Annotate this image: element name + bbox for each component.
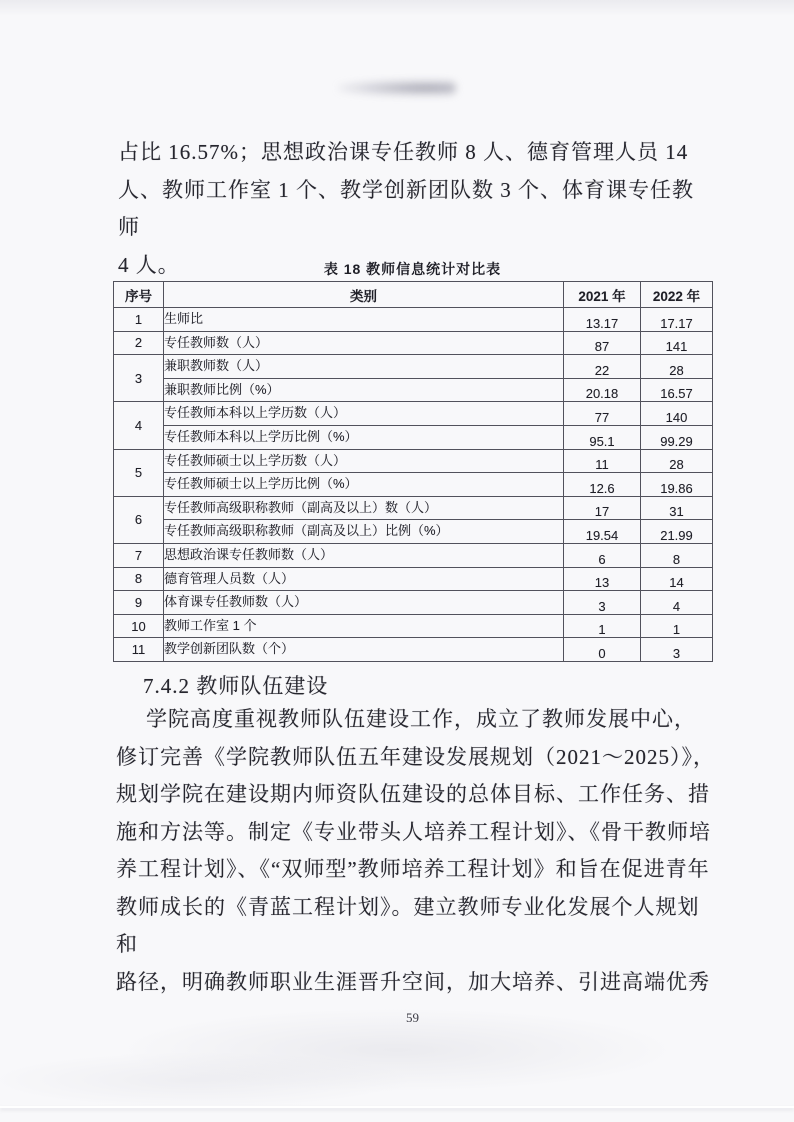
row-2022-value-cell: 141	[641, 331, 713, 355]
text-line: 学院高度重视教师队伍建设工作，成立了教师发展中心，	[146, 707, 696, 731]
table-header	[114, 282, 713, 308]
row-seq-cell: 11	[114, 638, 164, 662]
row-seq-cell: 2	[114, 331, 164, 355]
row-seq-cell: 7	[114, 543, 164, 567]
row-2021-value-cell: 20.18	[564, 378, 641, 402]
text-line: 施和方法等。制定《专业带头人培养工程计划》、《骨干教师培	[116, 819, 711, 844]
body-paragraph	[116, 701, 716, 1001]
row-2022-value-cell: 4	[641, 591, 713, 615]
row-2022-value-cell: 31	[641, 496, 713, 520]
row-category-cell: 德育管理人员数（人）	[164, 567, 564, 591]
table-row	[114, 591, 713, 615]
table-row	[114, 520, 713, 544]
row-seq-cell: 6	[114, 496, 164, 543]
header-2022: 2022 年	[641, 282, 713, 308]
table-row	[114, 355, 713, 379]
table-row	[114, 331, 713, 355]
table-title: 表 18 教师信息统计对比表	[323, 261, 502, 277]
row-category-cell: 兼职教师数（人）	[164, 355, 564, 379]
row-2021-value-cell: 6	[564, 543, 641, 567]
table-row	[114, 425, 713, 449]
row-category-cell: 体育课专任教师数（人）	[164, 591, 564, 615]
row-category-cell: 专任教师硕士以上学历比例（%）	[164, 473, 564, 497]
header-2021: 2021 年	[564, 282, 641, 308]
row-2022-value-cell: 140	[641, 402, 713, 426]
page-number: 59	[406, 1010, 419, 1025]
row-2022-value-cell: 17.17	[641, 308, 713, 332]
row-seq-cell: 1	[114, 308, 164, 332]
table-row	[114, 449, 713, 473]
row-2022-value-cell: 1	[641, 614, 713, 638]
table-row	[114, 614, 713, 638]
row-2022-value-cell: 3	[641, 638, 713, 662]
row-category-cell: 专任教师本科以上学历比例（%）	[164, 425, 564, 449]
row-seq-cell: 3	[114, 355, 164, 402]
table-row	[114, 308, 713, 332]
text-line: 规划学院在建设期内师资队伍建设的总体目标、工作任务、措	[116, 782, 710, 806]
row-2022-value-cell: 8	[641, 543, 713, 567]
text-line: 教师成长的《青蓝工程计划》。建立教师专业化发展个人规划和	[116, 894, 700, 956]
row-2021-value-cell: 11	[564, 449, 641, 473]
table-row	[114, 638, 713, 662]
row-category-cell: 兼职教师比例（%）	[164, 378, 564, 402]
row-2021-value-cell: 12.6	[564, 473, 641, 497]
row-category-cell: 思想政治课专任教师数（人）	[164, 543, 564, 567]
table-row	[114, 567, 713, 591]
row-2021-value-cell: 19.54	[564, 520, 641, 544]
row-2021-value-cell: 77	[564, 402, 641, 426]
row-2022-value-cell: 19.86	[641, 473, 713, 497]
table-row	[114, 473, 713, 497]
row-2021-value-cell: 1	[564, 614, 641, 638]
header-category: 类别	[164, 282, 564, 308]
row-2022-value-cell: 21.99	[641, 520, 713, 544]
row-2021-value-cell: 13.17	[564, 308, 641, 332]
row-seq-cell: 9	[114, 591, 164, 615]
row-category-cell: 专任教师高级职称教师（副高及以上）数（人）	[164, 496, 564, 520]
table-row	[114, 496, 713, 520]
row-2022-value-cell: 99.29	[641, 425, 713, 449]
row-2021-value-cell: 13	[564, 567, 641, 591]
row-2022-value-cell: 16.57	[641, 378, 713, 402]
row-category-cell: 生师比	[164, 308, 564, 332]
row-2021-value-cell: 22	[564, 355, 641, 379]
table-row	[114, 402, 713, 426]
row-category-cell: 教学创新团队数（个）	[164, 638, 564, 662]
row-2021-value-cell: 95.1	[564, 425, 641, 449]
table-row	[114, 543, 713, 567]
page-edge-line	[0, 1106, 794, 1108]
row-2021-value-cell: 3	[564, 591, 641, 615]
scan-smudge-artifact	[338, 80, 456, 96]
header-seq: 序号	[114, 282, 164, 308]
row-2022-value-cell: 28	[641, 449, 713, 473]
row-category-cell: 专任教师数（人）	[164, 331, 564, 355]
table-header-row	[114, 282, 713, 308]
row-seq-cell: 8	[114, 567, 164, 591]
row-seq-cell: 10	[114, 614, 164, 638]
row-2021-value-cell: 17	[564, 496, 641, 520]
section-heading: 7.4.2 教师队伍建设	[143, 674, 329, 698]
table-row	[114, 378, 713, 402]
row-category-cell: 专任教师高级职称教师（副高及以上）比例（%）	[164, 520, 564, 544]
text-line: 占比 16.57%；思想政治课专任教师 8 人、德育管理人员 14	[118, 140, 689, 164]
teacher-table-body	[114, 308, 713, 662]
text-line: 路径，明确教师职业生涯晋升空间，加大培养、引进高端优秀	[116, 969, 710, 994]
row-category-cell: 教师工作室 1 个	[164, 614, 564, 638]
row-category-cell: 专任教师硕士以上学历数（人）	[164, 449, 564, 473]
text-line: 4 人。	[118, 252, 180, 277]
row-2021-value-cell: 87	[564, 331, 641, 355]
text-line: 人、教师工作室 1 个、教学创新团队数 3 个、体育课专任教师	[118, 177, 694, 239]
row-seq-cell: 4	[114, 402, 164, 449]
row-category-cell: 专任教师本科以上学历数（人）	[164, 402, 564, 426]
text-line: 修订完善《学院教师队伍五年建设发展规划（2021～2025）》，	[116, 744, 715, 769]
teacher-stats-table	[113, 281, 713, 662]
row-2021-value-cell: 0	[564, 638, 641, 662]
row-2022-value-cell: 14	[641, 567, 713, 591]
row-2022-value-cell: 28	[641, 355, 713, 379]
text-line: 养工程计划》、《“双师型”教师培养工程计划》和旨在促进青年	[116, 857, 710, 881]
row-seq-cell: 5	[114, 449, 164, 496]
